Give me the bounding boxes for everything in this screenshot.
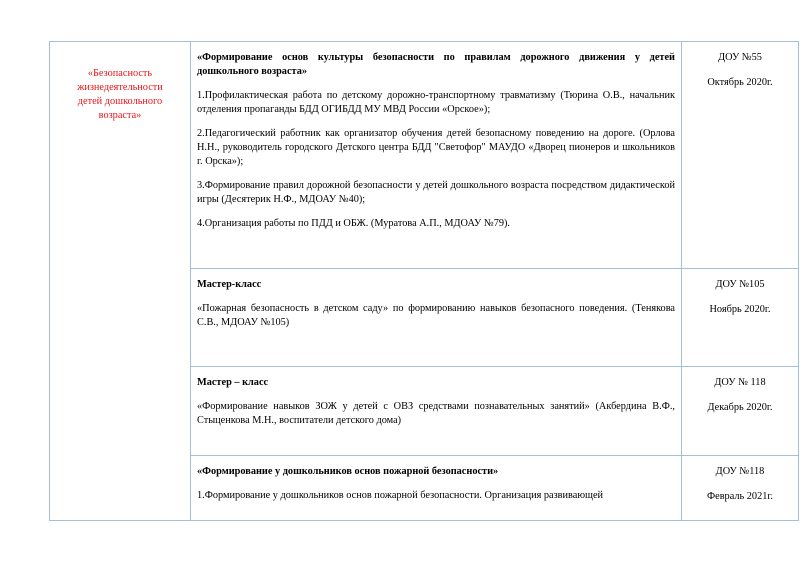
event-title: «Формирование основ культуры безопасности по правилам дорожного движения у детей дошкольного возраста» bbox=[197, 52, 675, 77]
event-date: Декабрь 2020г. bbox=[707, 402, 773, 413]
event-place-cell bbox=[682, 367, 799, 456]
event-place: ДОУ № 118 bbox=[714, 377, 766, 388]
event-item: 2.Педагогический работник как организатор обучения детей безопасному поведению на дороге. (Орлова Н.Н., руководитель городского Детского центра БДД "Светофор" МАУДО «Дворец пионеров и школьников г. Орска»); bbox=[197, 128, 675, 167]
event-place-cell bbox=[682, 42, 799, 269]
event-description-cell bbox=[191, 367, 682, 456]
event-title: «Формирование у дошкольников основ пожарной безопасности» bbox=[197, 466, 499, 477]
topic-cell bbox=[50, 42, 191, 521]
events-table bbox=[49, 41, 799, 521]
event-place-cell bbox=[682, 456, 799, 521]
event-item: 3.Формирование правил дорожной безопасности у детей дошкольного возраста посредством дидактической игры (Десятерик Н.Ф., МДОАУ №40); bbox=[197, 180, 675, 205]
event-title: Мастер-класс bbox=[197, 279, 262, 290]
event-place: ДОУ №55 bbox=[718, 52, 762, 63]
event-place: ДОУ №105 bbox=[715, 279, 765, 290]
event-place: ДОУ №118 bbox=[715, 466, 765, 477]
event-item: «Формирование навыков ЗОЖ у детей с ОВЗ средствами познавательных занятий» (Акбердина В.Ф., Стыценкова М.Н., воспитатели детского дома) bbox=[197, 401, 675, 426]
event-description-cell bbox=[191, 269, 682, 367]
event-title: Мастер – класс bbox=[197, 377, 269, 388]
event-date: Февраль 2021г. bbox=[706, 491, 773, 502]
event-date: Октябрь 2020г. bbox=[707, 77, 773, 88]
event-description-cell bbox=[191, 42, 682, 269]
event-place-cell bbox=[682, 269, 799, 367]
event-item: 4.Организация работы по ПДД и ОБЖ. (Муратова А.П., МДОАУ №79). bbox=[197, 218, 510, 229]
table-row bbox=[50, 42, 799, 269]
topic-text: «Безопасность жизнедеятельности детей дошкольного возраста» bbox=[77, 68, 163, 121]
event-item: «Пожарная безопасность в детском саду» по формированию навыков безопасного поведения. (Тенякова С.В., МДОАУ №105) bbox=[197, 303, 675, 328]
event-date: Ноябрь 2020г. bbox=[709, 304, 771, 315]
event-item: 1.Формирование у дошкольников основ пожарной безопасности. Организация развивающей bbox=[197, 490, 604, 501]
event-item: 1.Профилактическая работа по детскому дорожно-транспортному травматизму (Тюрина О.В., начальник отделения пропаганды БДД ОГИБДД МУ МВД России «Орское»); bbox=[197, 90, 675, 115]
event-description-cell bbox=[191, 456, 682, 521]
